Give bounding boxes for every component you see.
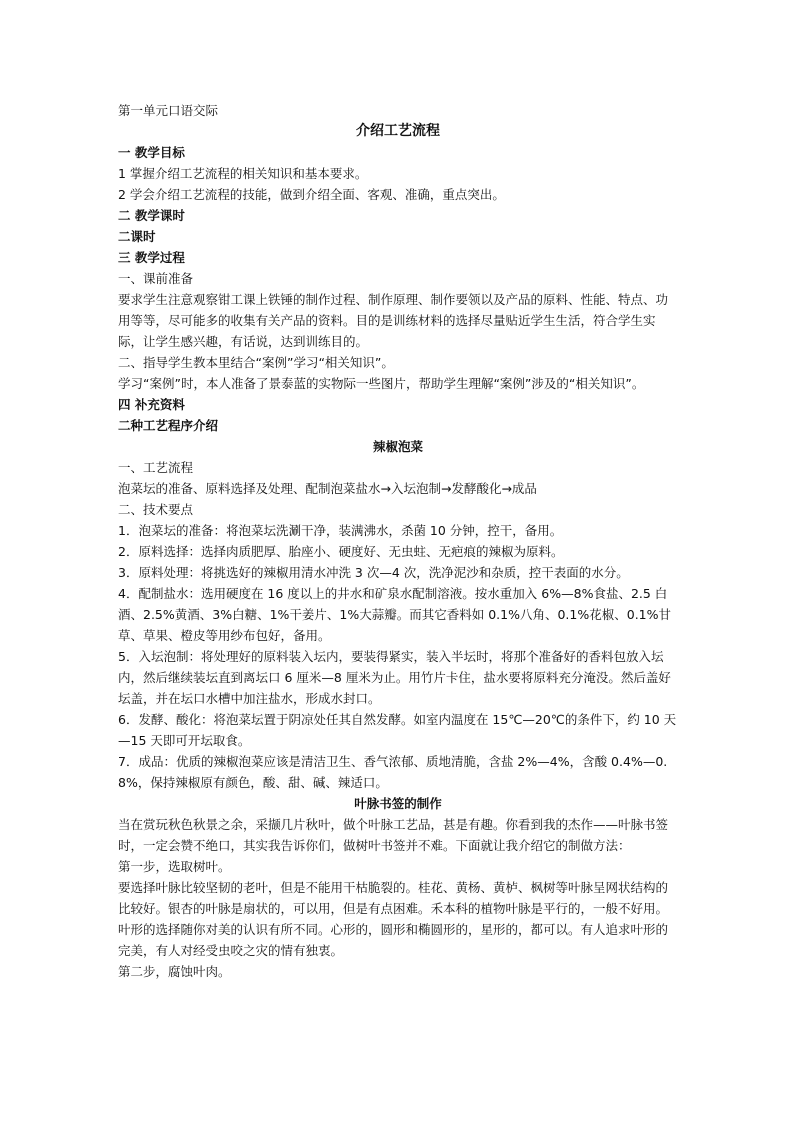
pickle-point-4: 4．配制盐水：选用硬度在 16 度以上的井水和矿泉水配制溶液。按水重加入 6%—8%食盐、2.5 白酒、2.5%黄酒、3%白糖、1%干姜片、1%大蒜瓣。而其它香料如 0.1%八角、0.1%花椒、0.1%甘草、草果、橙皮等用纱布包好，备用。 [118, 586, 671, 643]
process-paragraph-1: 要求学生注意观察钳工课上铁锤的制作过程、制作原理、制作要领以及产品的原料、性能、特点、功用等等，尽可能多的收集有关产品的资料。目的是训练材料的选择尽量贴近学生生活，符合学生实际，让学生感兴趣，有话说，达到训练目的。 [118, 292, 669, 349]
pickle-flow: 泡菜坛的准备、原料选择及处理、配制泡菜盐水→入坛泡制→发酵酸化→成品 [118, 481, 537, 496]
section-heading-supplement: 四 补充资料 [118, 397, 185, 412]
leaf-step-2: 第二步，腐蚀叶肉。 [118, 964, 231, 979]
process-paragraph-2: 学习“案例”时，本人准备了景泰蓝的实物际一些图片，帮助学生理解“案例”涉及的“相关知识”。 [118, 376, 645, 391]
pickle-point-1: 1．泡菜坛的准备：将泡菜坛洗涮干净，装满沸水，杀菌 10 分钟，控干，备用。 [118, 523, 563, 538]
objective-item-1: 1 掌握介绍工艺流程的相关知识和基本要求。 [118, 166, 368, 181]
process-subheading-1: 一、课前准备 [118, 271, 194, 286]
section-heading-process: 三 教学过程 [118, 250, 185, 265]
main-title: 介绍工艺流程 [356, 123, 440, 139]
pickle-point-6: 6．发酵、酸化：将泡菜坛置于阴凉处任其自然发酵。如室内温度在 15℃—20℃的条件下，约 10 天—15 天即可开坛取食。 [118, 712, 677, 748]
leaf-step-1: 第一步，选取树叶。 [118, 859, 231, 874]
objective-item-2: 2 学会介绍工艺流程的技能，做到介绍全面、客观、准确，重点突出。 [118, 187, 505, 202]
pickle-point-2: 2．原料选择：选择肉质肥厚、胎座小、硬度好、无虫蛀、无疤痕的辣椒为原料。 [118, 544, 564, 559]
pickle-heading-flow: 一、工艺流程 [118, 460, 194, 475]
leaf-paragraph-1: 当在赏玩秋色秋景之余，采撷几片秋叶，做个叶脉工艺品，甚是有趣。你看到我的杰作——叶脉书签时，一定会赞不绝口，其实我告诉你们，做树叶书签并不难。下面就让我介绍它的制做方法： [118, 817, 669, 853]
process-subheading-2: 二、指导学生教本里结合“案例”学习“相关知识”。 [118, 355, 394, 370]
pickle-point-7: 7．成品：优质的辣椒泡菜应该是清洁卫生、香气浓郁、质地清脆，含盐 2%—4%，含酸 0.4%—0.8%，保持辣椒原有颜色，酸、甜、碱、辣适口。 [118, 754, 668, 790]
document-page [118, 100, 678, 982]
pickle-point-3: 3．原料处理：将挑选好的辣椒用清水冲洗 3 次—4 次，洗净泥沙和杂质，控干表面的水分。 [118, 565, 629, 580]
leaf-title: 叶脉书签的制作 [354, 796, 442, 811]
leaf-paragraph-2: 要选择叶脉比较坚韧的老叶，但是不能用干枯脆裂的。桂花、黄杨、黄栌、枫树等叶脉呈网状结构的比较好。银杏的叶脉是扇状的，可以用，但是有点困难。禾本科的植物叶脉是平行的，一般不好用。叶形的选择随你对美的认识有所不同。心形的，圆形和椭圆形的，星形的，都可以。有人追求叶形的完美，有人对经受虫咬之灾的情有独衷。 [118, 880, 669, 958]
pickle-point-5: 5．入坛泡制：将处理好的原料装入坛内，要装得紧实，装入半坛时，将那个准备好的香料包放入坛内，然后继续装坛直到离坛口 6 厘米—8 厘米为止。用竹片卡住，盐水要将原料充分淹没。然后盖好坛盖，并在坛口水槽中加注盐水，形成水封口。 [118, 649, 671, 706]
section-heading-hours: 二 教学课时 [118, 208, 185, 223]
pickle-title: 辣椒泡菜 [372, 439, 423, 454]
unit-title: 第一单元口语交际 [118, 103, 219, 118]
section-heading-objectives: 一 教学目标 [118, 145, 185, 160]
supplement-subheading: 二种工艺程序介绍 [118, 418, 219, 433]
hours-value: 二课时 [118, 229, 156, 244]
pickle-heading-points: 二、技术要点 [118, 502, 194, 517]
